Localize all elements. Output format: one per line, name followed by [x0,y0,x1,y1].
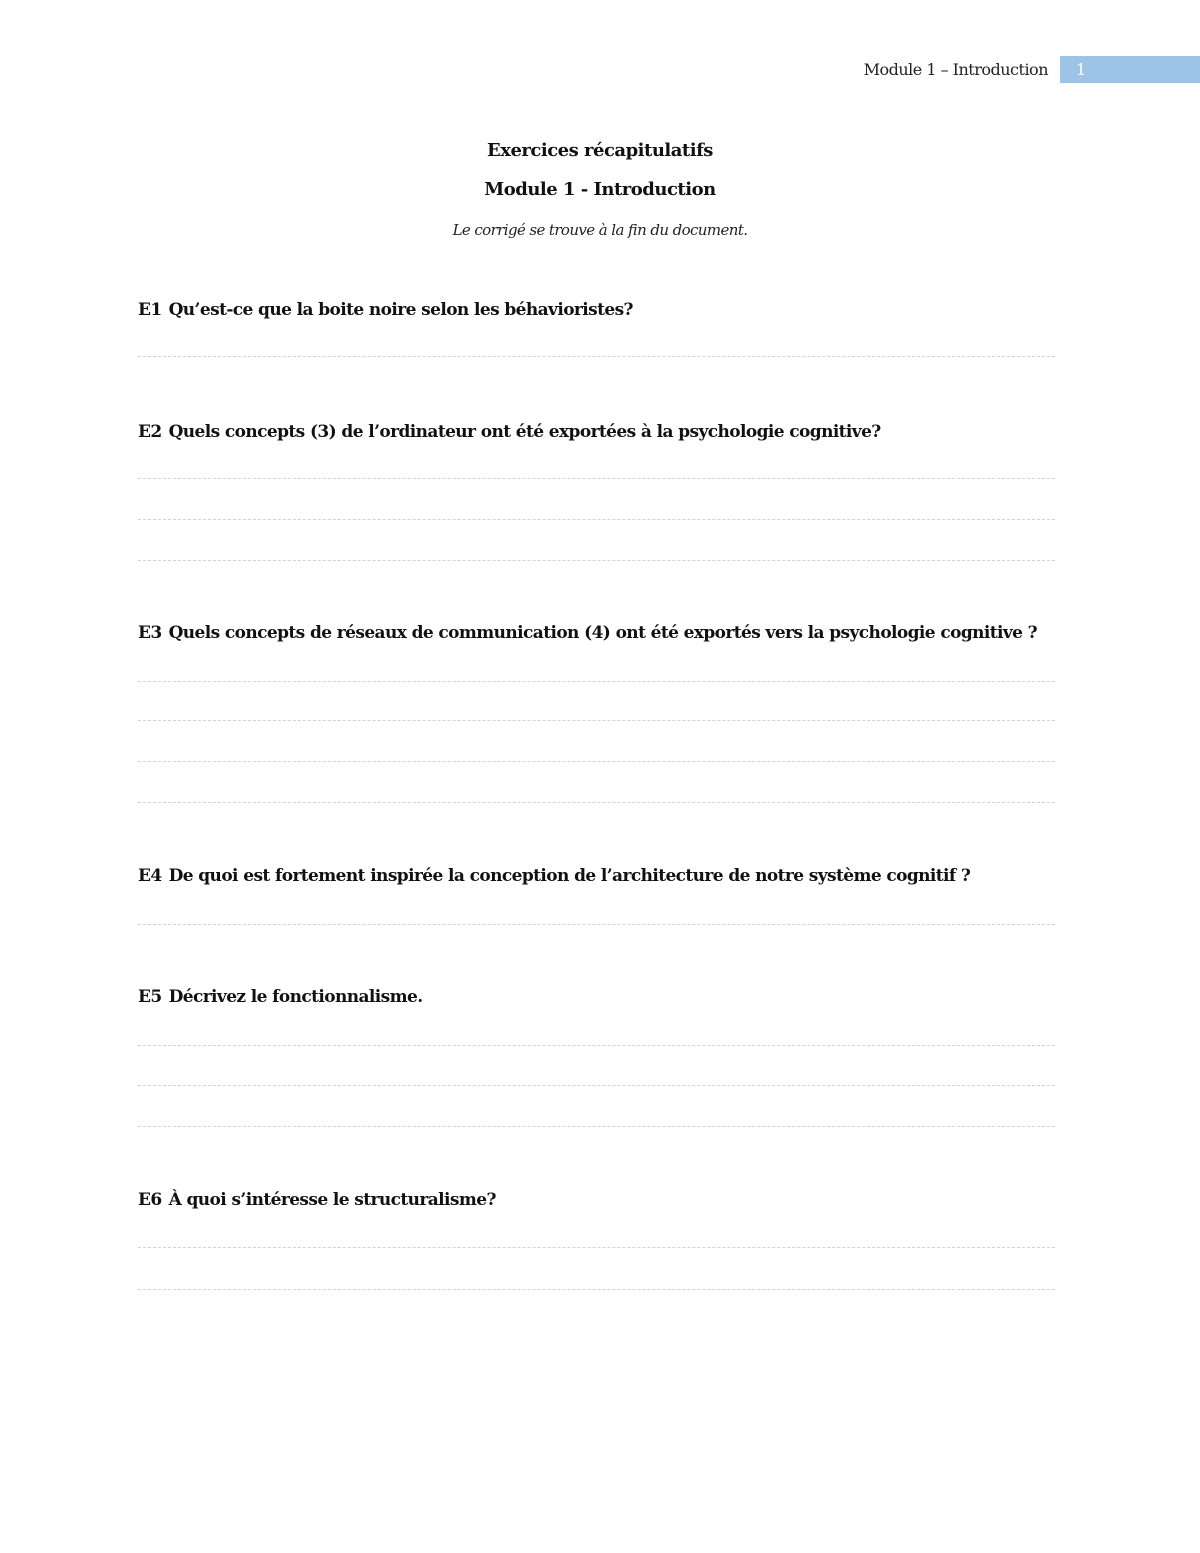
answer-line[interactable] [138,519,1055,520]
page-number-box [1060,56,1200,83]
module-title: Module 1 - Introduction [484,179,716,200]
answer-line[interactable] [138,1045,1055,1046]
answer-line[interactable] [138,1085,1055,1086]
question-number: E4 [138,866,162,886]
answer-line[interactable] [138,802,1055,803]
answer-key-note: Le corrigé se trouve à la fin du document. [452,221,748,239]
question-e2 [138,422,1058,442]
running-header: Module 1 – Introduction [863,60,1048,79]
answer-line[interactable] [138,560,1055,561]
question-e3 [138,623,1058,643]
question-number: E5 [138,987,162,1007]
question-text: Décrivez le fonctionnalisme. [168,987,423,1007]
answer-line[interactable] [138,1289,1055,1290]
question-text: Quels concepts de réseaux de communication (4) ont été exportés vers la psychologie cognitive ? [168,623,1038,643]
question-number: E2 [138,422,162,442]
answer-line[interactable] [138,1247,1055,1248]
answer-line[interactable] [138,1126,1055,1127]
question-text: De quoi est fortement inspirée la conception de l’architecture de notre système cognitif ? [168,866,971,886]
question-e1 [138,300,1058,320]
page-number: 1 [1076,60,1087,79]
document-title: Exercices récapitulatifs [487,140,713,161]
question-number: E1 [138,300,162,320]
question-number: E3 [138,623,162,643]
question-text: À quoi s’intéresse le structuralisme? [168,1190,496,1210]
answer-line[interactable] [138,478,1055,479]
answer-line[interactable] [138,761,1055,762]
answer-line[interactable] [138,924,1055,925]
question-text: Quels concepts (3) de l’ordinateur ont été exportées à la psychologie cognitive? [168,422,881,442]
question-number: E6 [138,1190,162,1210]
question-e5 [138,987,1058,1007]
answer-line[interactable] [138,720,1055,721]
question-e6 [138,1190,1058,1210]
question-e4 [138,866,1058,886]
question-text: Qu’est-ce que la boite noire selon les béhavioristes? [168,300,633,320]
answer-line[interactable] [138,681,1055,682]
answer-line[interactable] [138,356,1055,357]
